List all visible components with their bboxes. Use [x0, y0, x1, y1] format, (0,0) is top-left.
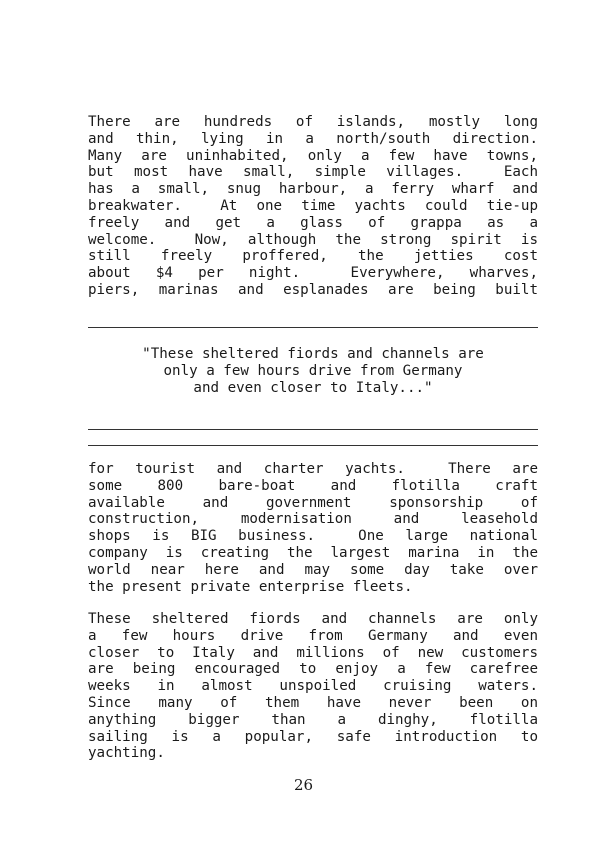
text-line: sailing is a popular, safe introduction to [88, 728, 538, 745]
pull-quote-bottom-rule-2 [88, 445, 538, 446]
pull-quote-top-rule [88, 327, 538, 328]
text-line: Many are uninhabited, only a few have towns, [88, 147, 538, 164]
body-paragraph-3 [88, 611, 538, 762]
text-line: has a small, snug harbour, a ferry wharf and [88, 181, 538, 198]
body-paragraph-2 [88, 461, 538, 595]
text-line: welcome. Now, although the strong spirit is [88, 231, 538, 248]
text-line: about $4 per night. Everywhere, wharves, [88, 265, 538, 282]
text-line: and thin, lying in a north/south direction. [88, 130, 538, 147]
text-line: some 800 bare-boat and flotilla craft [88, 477, 538, 494]
body-paragraph-1 [88, 114, 538, 299]
text-line: for tourist and charter yachts. There are [88, 461, 538, 477]
text-line: the present private enterprise fleets. [88, 578, 413, 595]
text-line: yachting. [88, 745, 165, 762]
pull-quote-line: "These sheltered fiords and channels are [142, 346, 484, 362]
pull-quote-line: and even closer to Italy..." [193, 380, 433, 396]
text-line: breakwater. At one time yachts could tie-up [88, 197, 538, 214]
text-line: construction, modernisation and leasehold [88, 511, 538, 528]
pull-quote-line: only a few hours drive from Germany [163, 363, 463, 379]
text-line: piers, marinas and esplanades are being built [88, 281, 538, 298]
text-line: still freely proffered, the jetties cost [88, 248, 538, 265]
text-line: weeks in almost unspoiled cruising waters. [88, 678, 538, 695]
text-line: are being encouraged to enjoy a few carefree [88, 661, 538, 678]
text-line: company is creating the largest marina in the [88, 544, 538, 561]
text-line: There are hundreds of islands, mostly long [88, 114, 538, 130]
text-line: but most have small, simple villages. Each [88, 164, 538, 181]
text-line: closer to Italy and millions of new customers [88, 644, 538, 661]
text-line: shops is BIG business. One large national [88, 528, 538, 545]
text-line: Since many of them have never been on [88, 694, 538, 711]
page-number: 26 [293, 776, 314, 794]
text-line: a few hours drive from Germany and even [88, 627, 538, 644]
text-line: anything bigger than a dinghy, flotilla [88, 711, 538, 728]
text-line: available and government sponsorship of [88, 494, 538, 511]
pull-quote [88, 346, 538, 397]
text-line: These sheltered fiords and channels are only [88, 611, 538, 627]
text-line: world near here and may some day take over [88, 561, 538, 578]
text-line: freely and get a glass of grappa as a [88, 214, 538, 231]
pull-quote-bottom-rule [88, 429, 538, 430]
